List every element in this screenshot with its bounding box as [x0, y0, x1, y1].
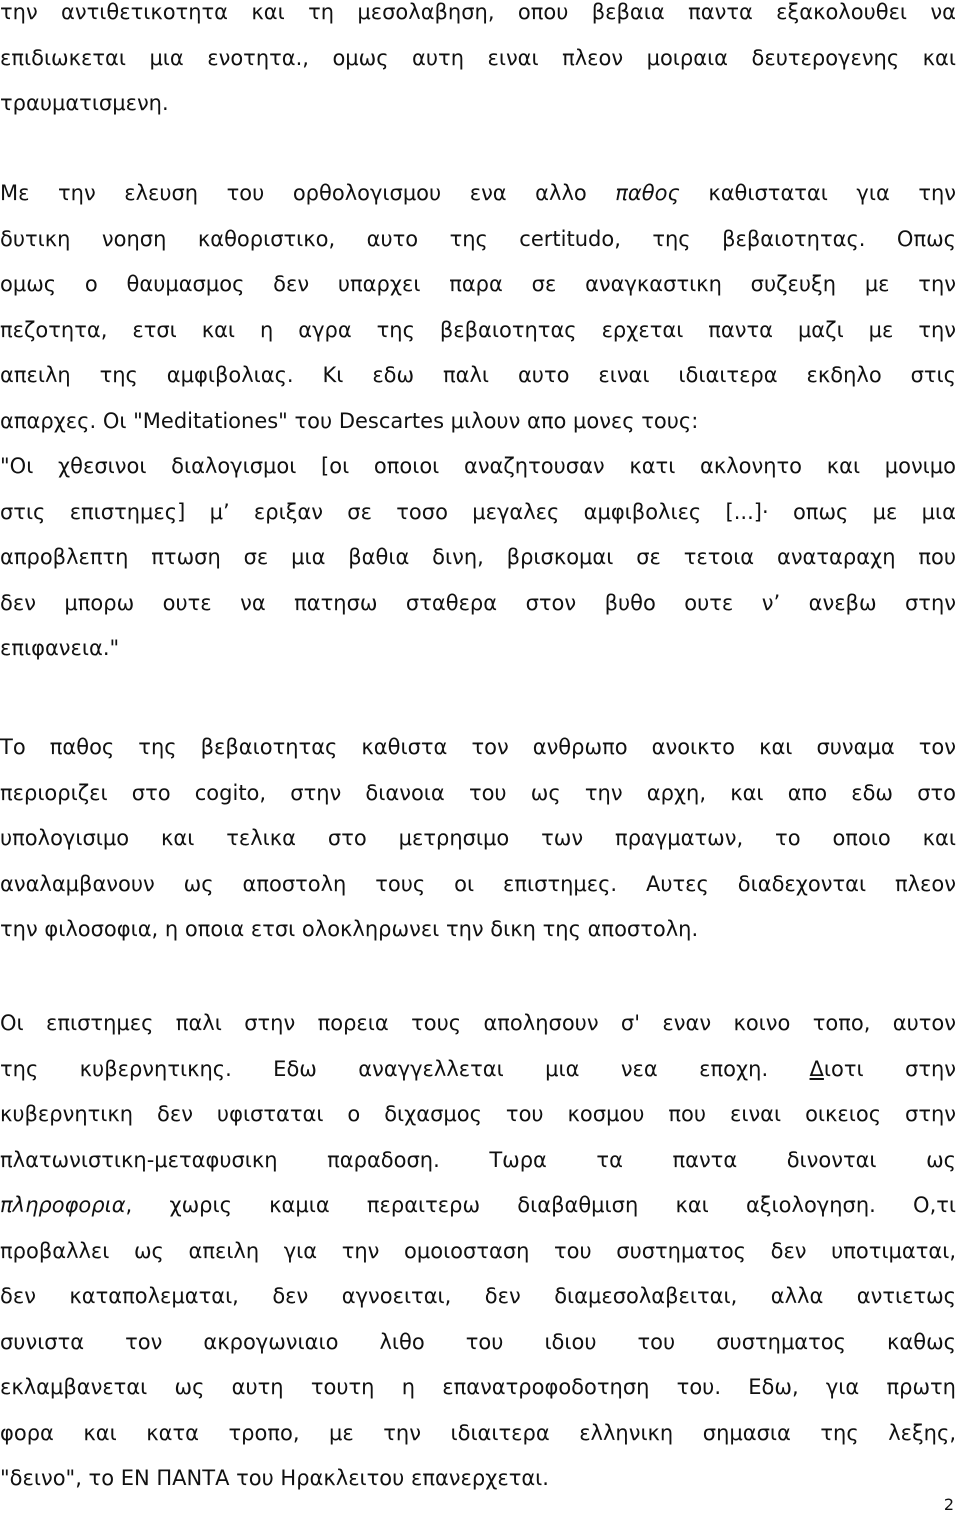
text-line: απειλη της αμφιβολιας. Κι εδω παλι αυτο ειναι ιδιαιτερα εκδηλο στις: [0, 363, 956, 387]
paragraph-2: [0, 171, 956, 672]
paragraph-4: [0, 1001, 956, 1502]
text-line: Οι επιστημες παλι στην πορεια τους απολησουν σ' εναν κοινο τοπο, αυτον: [0, 1011, 956, 1035]
italic-text: παθος: [615, 181, 680, 205]
text-line: στις επιστημες] μ’ εριξαν σε τοσο μεγαλες αμφιβολιες [...]· οπως με μια: [0, 499, 956, 524]
text-line: [0, 171, 956, 217]
text-line: προβαλλει ως απειλη για την ομοιοσταση του συστηματος δεν υποτιμαται,: [0, 1238, 956, 1263]
text-line: εκλαμβανεται ως αυτη τουτη η επανατροφοδοτηση του. Εδω, για πρωτη: [0, 1375, 956, 1399]
text-span: καθισταται για την: [679, 181, 956, 205]
text-line: την αντιθετικοτητα και τη μεσολαβηση, οπου βεβαια παντα εξακολουθει να: [0, 0, 956, 24]
text-line: επιφανεια.": [0, 636, 120, 660]
text-line: "Οι χθεσινοι διαλογισμοι [οι οποιοι αναζητουσαν κατι ακλονητο και μονιμο: [0, 454, 956, 478]
paragraph-3: [0, 725, 956, 953]
text-line: δεν καταπολεμαται, δεν αγνοειται, δεν διαμεσολαβειται, αλλα αντιετως: [0, 1284, 956, 1308]
text-line: πεζοτητα, ετσι και η αγρα της βεβαιοτητας ερχεται παντα μαζι με την: [0, 317, 956, 342]
underlined-text: Δ: [809, 1056, 824, 1081]
text-line: δεν μπορω ουτε να πατησω σταθερα στον βυθο ουτε ν’ ανεβω στην: [0, 590, 956, 615]
text-span: της κυβερνητικης. Εδω αναγγελλεται μια νεα εποχη.: [0, 1056, 810, 1081]
text-line: περιοριζει στο cogito, στην διανοια του ως την αρχη, και απο εδω στο: [0, 780, 956, 805]
text-line: την φιλοσοφια, η οποια ετσι ολοκληρωνει την δικη της αποστολη.: [0, 917, 699, 941]
italic-text: πληροφορια: [0, 1193, 126, 1217]
text-line: πλατωνιστικη-μεταφυσικη παραδοση. Τωρα τα παντα δινονται ως: [0, 1147, 956, 1172]
text-line: επιδιωκεται μια ενοτητα., ομως αυτη ειναι πλεον μοιραια δευτερογενης και: [0, 45, 956, 70]
text-line: τραυματισμενη.: [0, 91, 169, 115]
text-line: [0, 1047, 956, 1093]
text-line: δυτικη νοηση καθοριστικο, αυτο της certitudo, της βεβαιοτητας. Οπως: [0, 226, 956, 251]
text-line: ομως ο θαυμασμος δεν υπαρχει παρα σε αναγκαστικη συζευξη με την: [0, 272, 956, 296]
text-line: φορα και κατα τροπο, με την ιδιαιτερα ελληνικη σημασια της λεξης,: [0, 1420, 956, 1445]
text-line: απαρχες. Οι "Meditationes" του Descartes μιλουν απο μονες τους:: [0, 408, 699, 433]
text-span: ιοτι στην: [823, 1056, 956, 1081]
text-line: "δεινο", το ΕΝ ΠΑΝΤΑ του Ηρακλειτου επανερχεται.: [0, 1466, 549, 1490]
text-span: , χωρις καμια περαιτερω διαβαθμιση και αξιολογηση. Ο,τι: [125, 1193, 956, 1217]
text-line: υπολογισιμο και τελικα στο μετρησιμο των πραγματων, το οποιο και: [0, 826, 956, 850]
paragraph-1: [0, 0, 956, 127]
text-line: κυβερνητικη δεν υφισταται ο διχασμος του κοσμου που ειναι οικειος στην: [0, 1102, 956, 1126]
text-line: συνιστα τον ακρογωνιαιο λιθο του ιδιου του συστηματος καθως: [0, 1329, 956, 1354]
text-line: [0, 1183, 956, 1229]
page-number: 2: [943, 1495, 954, 1514]
text-line: αναλαμβανουν ως αποστολη τους οι επιστημες. Αυτες διαδεχονται πλεον: [0, 871, 956, 896]
text-line: Το παθος της βεβαιοτητας καθιστα τον ανθρωπο ανοικτο και συναμα τον: [0, 735, 956, 759]
text-line: απροβλεπτη πτωση σε μια βαθια δινη, βρισκομαι σε τετοια αναταραχη που: [0, 545, 956, 569]
text-span: Με την ελευση του ορθολογισμου ενα αλλο: [0, 181, 616, 205]
